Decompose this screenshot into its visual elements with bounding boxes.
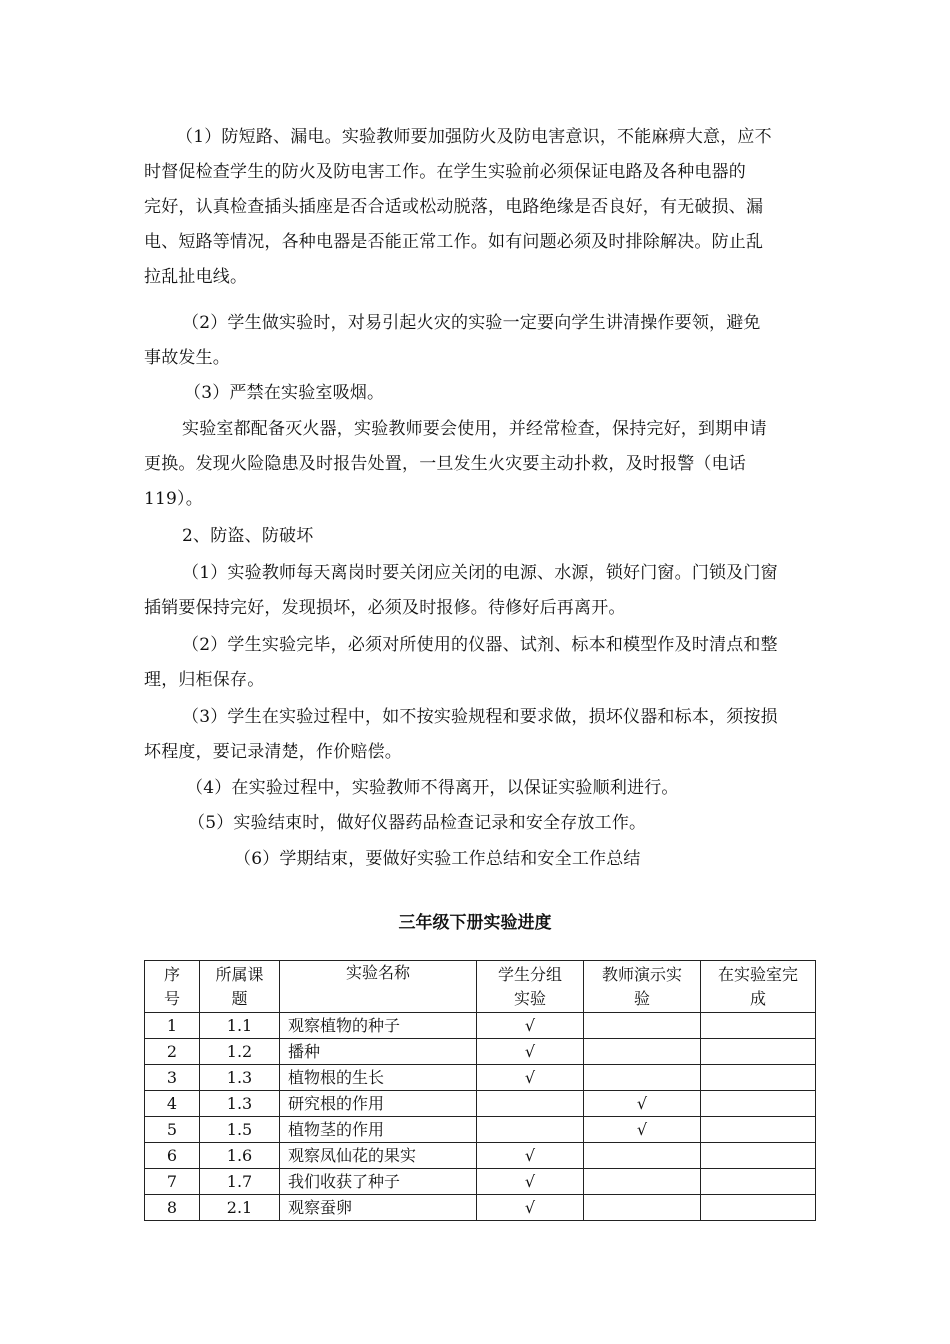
- cell-in-lab: [701, 1091, 816, 1117]
- header-line: 号: [163, 988, 180, 1008]
- cell-lesson: 1.3: [200, 1091, 280, 1117]
- header-teacher-demo: [584, 961, 701, 1013]
- text-line: 时督促检查学生的防火及防电害工作。在学生实验前必须保证电路及各种电器的: [144, 162, 746, 182]
- header-experiment-name: [280, 961, 477, 1013]
- table-row: [145, 1039, 816, 1065]
- paragraph-fire-experiments: [182, 306, 761, 341]
- cell-index: 2: [145, 1039, 200, 1065]
- header-student-group: [477, 961, 584, 1013]
- cell-lesson: 1.5: [200, 1117, 280, 1143]
- paragraph-damage-compensation: [182, 700, 778, 735]
- paragraph-extinguisher-cont: [144, 447, 746, 517]
- text-line: （2）学生做实验时，对易引起火灾的实验一定要向学生讲清操作要领，避免: [182, 313, 761, 333]
- cell-in-lab: [701, 1013, 816, 1039]
- paragraph-close-utilities-cont: [144, 591, 626, 626]
- cell-teacher-demo: [584, 1143, 701, 1169]
- table-row: [145, 1169, 816, 1195]
- experiment-progress-table: [144, 960, 816, 1221]
- text-line: （1）实验教师每天离岗时要关闭应关闭的电源、水源，锁好门窗。门锁及门窗: [182, 563, 778, 583]
- section-heading-anti-theft: [182, 519, 313, 554]
- cell-teacher-demo: √: [584, 1091, 701, 1117]
- cell-teacher-demo: [584, 1065, 701, 1091]
- cell-index: 1: [145, 1013, 200, 1039]
- header-line: 成: [749, 988, 766, 1008]
- table-row: [145, 1117, 816, 1143]
- cell-index: 8: [145, 1195, 200, 1221]
- paragraph-short-circuit: [176, 120, 772, 155]
- cell-teacher-demo: [584, 1039, 701, 1065]
- header-line: 题: [231, 988, 248, 1008]
- cell-index: 7: [145, 1169, 200, 1195]
- cell-experiment-name: 观察植物的种子: [280, 1013, 477, 1039]
- text-line: 事故发生。: [144, 348, 230, 368]
- paragraph-damage-compensation-cont: [144, 735, 402, 770]
- cell-student-group: √: [477, 1065, 584, 1091]
- cell-teacher-demo: [584, 1013, 701, 1039]
- cell-in-lab: [701, 1065, 816, 1091]
- cell-index: 6: [145, 1143, 200, 1169]
- header-line: 学生分组: [497, 964, 562, 984]
- paragraph-end-of-term: [234, 842, 641, 877]
- cell-lesson: 1.6: [200, 1143, 280, 1169]
- text-line: 坏程度，要记录清楚，作价赔偿。: [144, 742, 402, 762]
- header-line: 在实验室完: [717, 964, 798, 984]
- text-line: 更换。发现火险隐患及时报告处置，一旦发生火灾要主动扑救，及时报警（电话: [144, 454, 746, 474]
- paragraph-close-utilities: [182, 556, 778, 591]
- cell-lesson: 1.2: [200, 1039, 280, 1065]
- header-lesson: [200, 961, 280, 1013]
- cell-lesson: 1.1: [200, 1013, 280, 1039]
- text-line: 拉乱扯电线。: [144, 267, 248, 287]
- paragraph-inventory: [182, 628, 778, 663]
- text-line: （4）在实验过程中，实验教师不得离开，以保证实验顺利进行。: [186, 778, 679, 798]
- paragraph-extinguisher: [182, 412, 767, 447]
- table-header-row: [145, 961, 816, 1013]
- text-line: 2、防盗、防破坏: [182, 526, 314, 546]
- cell-experiment-name: 植物茎的作用: [280, 1117, 477, 1143]
- cell-student-group: [477, 1091, 584, 1117]
- table-title: 三年级下册实验进度: [398, 913, 552, 933]
- text-line: 插销要保持完好，发现损坏，必须及时报修。待修好后再离开。: [144, 598, 626, 618]
- cell-lesson: 1.7: [200, 1169, 280, 1195]
- text-line: 理，归柜保存。: [144, 670, 265, 690]
- cell-experiment-name: 我们收获了种子: [280, 1169, 477, 1195]
- cell-student-group: √: [477, 1039, 584, 1065]
- text-line: 实验室都配备灭火器，实验教师要会使用，并经常检查，保持完好，到期申请: [182, 419, 767, 439]
- text-line: （2）学生实验完毕，必须对所使用的仪器、试剂、标本和模型作及时清点和整: [182, 635, 778, 655]
- header-line: 教师演示实: [601, 964, 682, 984]
- cell-index: 5: [145, 1117, 200, 1143]
- cell-in-lab: [701, 1117, 816, 1143]
- cell-lesson: 1.3: [200, 1065, 280, 1091]
- cell-lesson: 2.1: [200, 1195, 280, 1221]
- text-line: （6）学期结束，要做好实验工作总结和安全工作总结: [234, 849, 641, 869]
- table-row: [145, 1143, 816, 1169]
- table-row: [145, 1091, 816, 1117]
- header-line: 序: [163, 964, 180, 984]
- text-line: 119）。: [144, 489, 203, 509]
- header-line: 实验名称: [345, 963, 410, 982]
- text-line: （3）严禁在实验室吸烟。: [184, 383, 385, 403]
- table-row: [145, 1013, 816, 1039]
- cell-student-group: √: [477, 1013, 584, 1039]
- header-in-lab: [701, 961, 816, 1013]
- cell-student-group: √: [477, 1143, 584, 1169]
- paragraph-end-of-experiment: [188, 806, 646, 841]
- cell-experiment-name: 播种: [280, 1039, 477, 1065]
- cell-in-lab: [701, 1169, 816, 1195]
- table-row: [145, 1195, 816, 1221]
- paragraph-fire-experiments-cont: [144, 341, 230, 376]
- cell-in-lab: [701, 1143, 816, 1169]
- cell-experiment-name: 植物根的生长: [280, 1065, 477, 1091]
- text-line: 完好，认真检查插头插座是否合适或松动脱落，电路绝缘是否良好，有无破损、漏: [144, 197, 764, 217]
- cell-teacher-demo: [584, 1169, 701, 1195]
- cell-student-group: √: [477, 1169, 584, 1195]
- header-line: 验: [633, 988, 650, 1008]
- paragraph-inventory-cont: [144, 663, 264, 698]
- cell-experiment-name: 研究根的作用: [280, 1091, 477, 1117]
- header-line: 所属课: [215, 964, 264, 984]
- cell-teacher-demo: [584, 1195, 701, 1221]
- cell-experiment-name: 观察蚕卵: [280, 1195, 477, 1221]
- header-index: [145, 961, 200, 1013]
- table-row: [145, 1065, 816, 1091]
- paragraph-short-circuit-cont: [144, 155, 763, 295]
- text-line: 电、短路等情况，各种电器是否能正常工作。如有问题必须及时排除解决。防止乱: [144, 232, 764, 252]
- cell-student-group: √: [477, 1195, 584, 1221]
- cell-experiment-name: 观察凤仙花的果实: [280, 1143, 477, 1169]
- paragraph-teacher-present: [186, 771, 679, 806]
- text-line: （3）学生在实验过程中，如不按实验规程和要求做，损坏仪器和标本，须按损: [182, 707, 778, 727]
- header-line: 实验: [513, 988, 546, 1008]
- cell-in-lab: [701, 1039, 816, 1065]
- cell-index: 3: [145, 1065, 200, 1091]
- cell-student-group: [477, 1117, 584, 1143]
- text-line: （5）实验结束时，做好仪器药品检查记录和安全存放工作。: [188, 813, 647, 833]
- text-line: （1）防短路、漏电。实验教师要加强防火及防电害意识，不能麻痹大意，应不: [176, 127, 772, 147]
- cell-index: 4: [145, 1091, 200, 1117]
- cell-in-lab: [701, 1195, 816, 1221]
- cell-teacher-demo: √: [584, 1117, 701, 1143]
- paragraph-no-smoking: [184, 376, 384, 411]
